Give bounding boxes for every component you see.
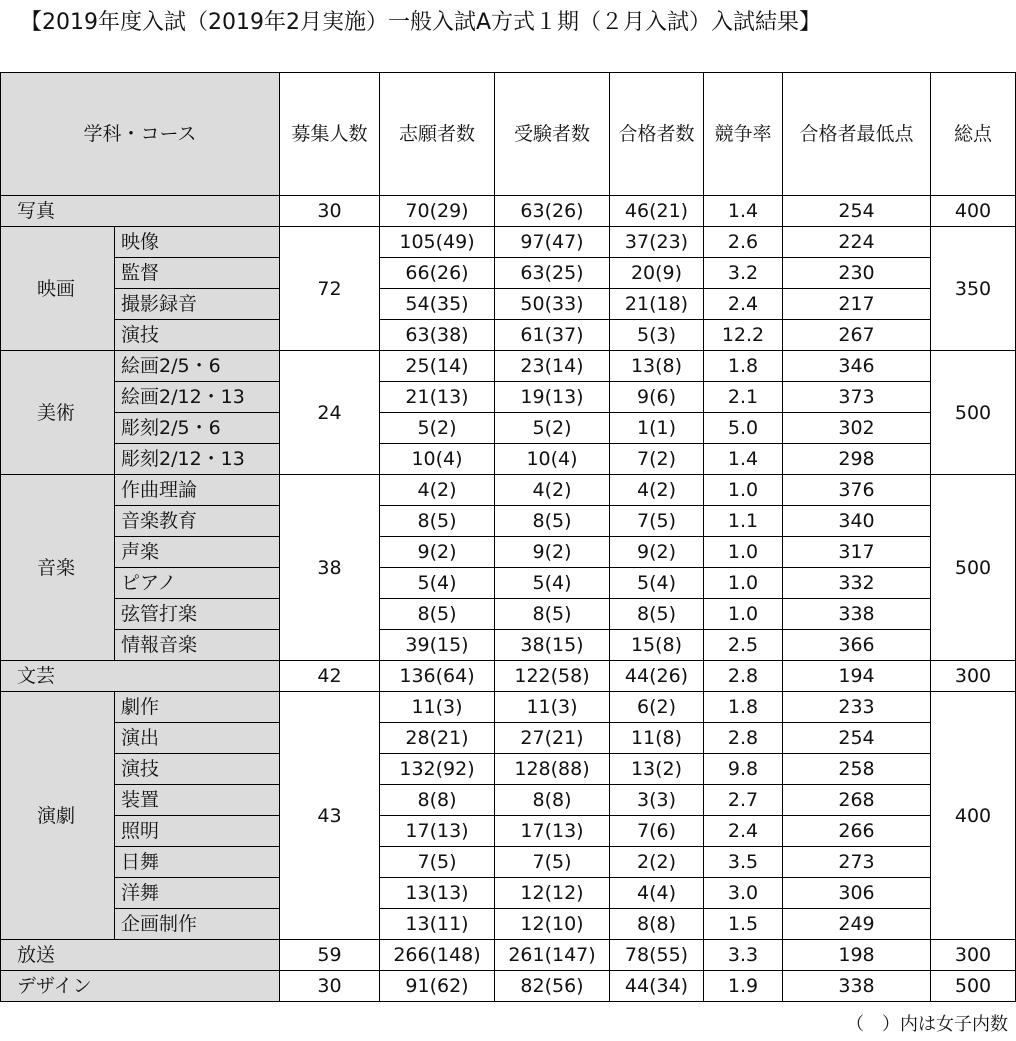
examinees-cell: 5(4) (495, 568, 610, 599)
ratio-cell: 1.0 (704, 568, 783, 599)
examinees-cell: 38(15) (495, 630, 610, 661)
examinees-cell: 5(2) (495, 413, 610, 444)
course-name: 監督 (115, 258, 280, 289)
table-row (1, 444, 1016, 475)
table-body (1, 196, 1016, 1002)
table-row (1, 568, 1016, 599)
course-name: 絵画2/12・13 (115, 382, 280, 413)
header-total: 総点 (931, 73, 1016, 196)
table-row (1, 909, 1016, 940)
min-score-cell: 317 (783, 537, 931, 568)
passed-cell: 13(2) (610, 754, 704, 785)
examinees-cell: 82(56) (495, 971, 610, 1002)
min-score-cell: 376 (783, 475, 931, 506)
course-name: 企画制作 (115, 909, 280, 940)
table-row (1, 537, 1016, 568)
applicants-cell: 8(5) (380, 506, 495, 537)
applicants-cell: 105(49) (380, 227, 495, 258)
applicants-cell: 70(29) (380, 196, 495, 227)
ratio-cell: 1.8 (704, 351, 783, 382)
examinees-cell: 23(14) (495, 351, 610, 382)
capacity-cell: 59 (280, 940, 380, 971)
applicants-cell: 39(15) (380, 630, 495, 661)
total-score-cell: 300 (931, 940, 1016, 971)
passed-cell: 5(3) (610, 320, 704, 351)
passed-cell: 2(2) (610, 847, 704, 878)
passed-cell: 7(6) (610, 816, 704, 847)
header-applicants: 志願者数 (380, 73, 495, 196)
total-score-cell: 300 (931, 661, 1016, 692)
department-name: 文芸 (1, 661, 280, 692)
table-row (1, 351, 1016, 382)
total-score-cell: 500 (931, 971, 1016, 1002)
capacity-cell: 72 (280, 227, 380, 351)
header-capacity: 募集人数 (280, 73, 380, 196)
passed-cell: 44(26) (610, 661, 704, 692)
examinees-cell: 10(4) (495, 444, 610, 475)
applicants-cell: 8(5) (380, 599, 495, 630)
passed-cell: 9(6) (610, 382, 704, 413)
results-table (0, 72, 1016, 1002)
passed-cell: 4(4) (610, 878, 704, 909)
examinees-cell: 8(5) (495, 506, 610, 537)
table-row (1, 630, 1016, 661)
ratio-cell: 2.8 (704, 661, 783, 692)
ratio-cell: 12.2 (704, 320, 783, 351)
ratio-cell: 1.5 (704, 909, 783, 940)
applicants-cell: 25(14) (380, 351, 495, 382)
ratio-cell: 2.1 (704, 382, 783, 413)
ratio-cell: 1.4 (704, 196, 783, 227)
applicants-cell: 5(2) (380, 413, 495, 444)
examinees-cell: 8(5) (495, 599, 610, 630)
min-score-cell: 306 (783, 878, 931, 909)
table-row (1, 196, 1016, 227)
examinees-cell: 17(13) (495, 816, 610, 847)
department-name: デザイン (1, 971, 280, 1002)
ratio-cell: 2.4 (704, 289, 783, 320)
department-name: 音楽 (1, 475, 115, 661)
course-name: 演技 (115, 754, 280, 785)
table-row (1, 692, 1016, 723)
applicants-cell: 63(38) (380, 320, 495, 351)
min-score-cell: 217 (783, 289, 931, 320)
passed-cell: 46(21) (610, 196, 704, 227)
table-row (1, 661, 1016, 692)
table-header (1, 73, 1016, 196)
table-row (1, 227, 1016, 258)
ratio-cell: 3.0 (704, 878, 783, 909)
ratio-cell: 1.9 (704, 971, 783, 1002)
passed-cell: 1(1) (610, 413, 704, 444)
ratio-cell: 1.8 (704, 692, 783, 723)
total-score-cell: 400 (931, 692, 1016, 940)
examinees-cell: 4(2) (495, 475, 610, 506)
department-name: 演劇 (1, 692, 115, 940)
examinees-cell: 7(5) (495, 847, 610, 878)
min-score-cell: 230 (783, 258, 931, 289)
min-score-cell: 273 (783, 847, 931, 878)
course-name: 撮影録音 (115, 289, 280, 320)
passed-cell: 44(34) (610, 971, 704, 1002)
ratio-cell: 9.8 (704, 754, 783, 785)
ratio-cell: 3.5 (704, 847, 783, 878)
min-score-cell: 198 (783, 940, 931, 971)
course-name: 劇作 (115, 692, 280, 723)
ratio-cell: 1.0 (704, 537, 783, 568)
capacity-cell: 43 (280, 692, 380, 940)
min-score-cell: 233 (783, 692, 931, 723)
course-name: 演技 (115, 320, 280, 351)
passed-cell: 37(23) (610, 227, 704, 258)
examinees-cell: 12(10) (495, 909, 610, 940)
passed-cell: 21(18) (610, 289, 704, 320)
min-score-cell: 249 (783, 909, 931, 940)
table-row (1, 506, 1016, 537)
capacity-cell: 30 (280, 971, 380, 1002)
examinees-cell: 27(21) (495, 723, 610, 754)
passed-cell: 9(2) (610, 537, 704, 568)
table-row (1, 258, 1016, 289)
examinees-cell: 63(25) (495, 258, 610, 289)
passed-cell: 7(5) (610, 506, 704, 537)
min-score-cell: 268 (783, 785, 931, 816)
passed-cell: 3(3) (610, 785, 704, 816)
examinees-cell: 19(13) (495, 382, 610, 413)
passed-cell: 6(2) (610, 692, 704, 723)
course-name: 音楽教育 (115, 506, 280, 537)
passed-cell: 11(8) (610, 723, 704, 754)
capacity-cell: 24 (280, 351, 380, 475)
table-row (1, 785, 1016, 816)
table-row (1, 878, 1016, 909)
table-row (1, 723, 1016, 754)
min-score-cell: 266 (783, 816, 931, 847)
examinees-cell: 8(8) (495, 785, 610, 816)
course-name: 映像 (115, 227, 280, 258)
table-row (1, 599, 1016, 630)
applicants-cell: 13(13) (380, 878, 495, 909)
course-name: 日舞 (115, 847, 280, 878)
course-name: ピアノ (115, 568, 280, 599)
header-min-score: 合格者最低点 (783, 73, 931, 196)
table-row (1, 413, 1016, 444)
course-name: 照明 (115, 816, 280, 847)
department-name: 写真 (1, 196, 280, 227)
min-score-cell: 224 (783, 227, 931, 258)
applicants-cell: 266(148) (380, 940, 495, 971)
table-row (1, 971, 1016, 1002)
table-row (1, 847, 1016, 878)
passed-cell: 8(8) (610, 909, 704, 940)
passed-cell: 7(2) (610, 444, 704, 475)
ratio-cell: 1.4 (704, 444, 783, 475)
ratio-cell: 1.0 (704, 475, 783, 506)
examinees-cell: 261(147) (495, 940, 610, 971)
ratio-cell: 1.1 (704, 506, 783, 537)
examinees-cell: 63(26) (495, 196, 610, 227)
applicants-cell: 91(62) (380, 971, 495, 1002)
capacity-cell: 42 (280, 661, 380, 692)
min-score-cell: 340 (783, 506, 931, 537)
passed-cell: 4(2) (610, 475, 704, 506)
header-department: 学科・コース (1, 73, 280, 196)
applicants-cell: 8(8) (380, 785, 495, 816)
course-name: 作曲理論 (115, 475, 280, 506)
table-row (1, 816, 1016, 847)
page-title: 【2019年度入試（2019年2月実施）一般入試A方式１期（２月入試）入試結果】 (20, 10, 822, 35)
passed-cell: 5(4) (610, 568, 704, 599)
total-score-cell: 500 (931, 351, 1016, 475)
capacity-cell: 38 (280, 475, 380, 661)
department-name: 美術 (1, 351, 115, 475)
examinees-cell: 97(47) (495, 227, 610, 258)
min-score-cell: 302 (783, 413, 931, 444)
ratio-cell: 2.6 (704, 227, 783, 258)
capacity-cell: 30 (280, 196, 380, 227)
min-score-cell: 258 (783, 754, 931, 785)
examinees-cell: 128(88) (495, 754, 610, 785)
ratio-cell: 2.7 (704, 785, 783, 816)
table-row (1, 754, 1016, 785)
examinees-cell: 11(3) (495, 692, 610, 723)
min-score-cell: 194 (783, 661, 931, 692)
passed-cell: 78(55) (610, 940, 704, 971)
course-name: 彫刻2/12・13 (115, 444, 280, 475)
course-name: 装置 (115, 785, 280, 816)
total-score-cell: 500 (931, 475, 1016, 661)
applicants-cell: 13(11) (380, 909, 495, 940)
passed-cell: 20(9) (610, 258, 704, 289)
passed-cell: 13(8) (610, 351, 704, 382)
ratio-cell: 3.3 (704, 940, 783, 971)
min-score-cell: 373 (783, 382, 931, 413)
min-score-cell: 254 (783, 196, 931, 227)
ratio-cell: 2.8 (704, 723, 783, 754)
applicants-cell: 11(3) (380, 692, 495, 723)
min-score-cell: 338 (783, 599, 931, 630)
table-row (1, 289, 1016, 320)
min-score-cell: 366 (783, 630, 931, 661)
table-row (1, 940, 1016, 971)
applicants-cell: 17(13) (380, 816, 495, 847)
header-examinees: 受験者数 (495, 73, 610, 196)
ratio-cell: 1.0 (704, 599, 783, 630)
table-row (1, 382, 1016, 413)
applicants-cell: 21(13) (380, 382, 495, 413)
course-name: 情報音楽 (115, 630, 280, 661)
examinees-cell: 9(2) (495, 537, 610, 568)
examinees-cell: 61(37) (495, 320, 610, 351)
applicants-cell: 132(92) (380, 754, 495, 785)
passed-cell: 15(8) (610, 630, 704, 661)
applicants-cell: 54(35) (380, 289, 495, 320)
course-name: 絵画2/5・6 (115, 351, 280, 382)
examinees-cell: 12(12) (495, 878, 610, 909)
table-row (1, 320, 1016, 351)
applicants-cell: 10(4) (380, 444, 495, 475)
min-score-cell: 338 (783, 971, 931, 1002)
course-name: 弦管打楽 (115, 599, 280, 630)
ratio-cell: 3.2 (704, 258, 783, 289)
passed-cell: 8(5) (610, 599, 704, 630)
applicants-cell: 66(26) (380, 258, 495, 289)
ratio-cell: 2.5 (704, 630, 783, 661)
min-score-cell: 346 (783, 351, 931, 382)
ratio-cell: 5.0 (704, 413, 783, 444)
table-row (1, 475, 1016, 506)
ratio-cell: 2.4 (704, 816, 783, 847)
header-ratio: 競争率 (704, 73, 783, 196)
course-name: 演出 (115, 723, 280, 754)
total-score-cell: 400 (931, 196, 1016, 227)
department-name: 放送 (1, 940, 280, 971)
applicants-cell: 5(4) (380, 568, 495, 599)
department-name: 映画 (1, 227, 115, 351)
min-score-cell: 332 (783, 568, 931, 599)
applicants-cell: 4(2) (380, 475, 495, 506)
course-name: 彫刻2/5・6 (115, 413, 280, 444)
examinees-cell: 50(33) (495, 289, 610, 320)
total-score-cell: 350 (931, 227, 1016, 351)
course-name: 声楽 (115, 537, 280, 568)
min-score-cell: 254 (783, 723, 931, 754)
applicants-cell: 136(64) (380, 661, 495, 692)
footnote: （ ）内は女子内数 (846, 1014, 1008, 1035)
examinees-cell: 122(58) (495, 661, 610, 692)
header-passed: 合格者数 (610, 73, 704, 196)
applicants-cell: 7(5) (380, 847, 495, 878)
min-score-cell: 298 (783, 444, 931, 475)
course-name: 洋舞 (115, 878, 280, 909)
applicants-cell: 9(2) (380, 537, 495, 568)
min-score-cell: 267 (783, 320, 931, 351)
applicants-cell: 28(21) (380, 723, 495, 754)
